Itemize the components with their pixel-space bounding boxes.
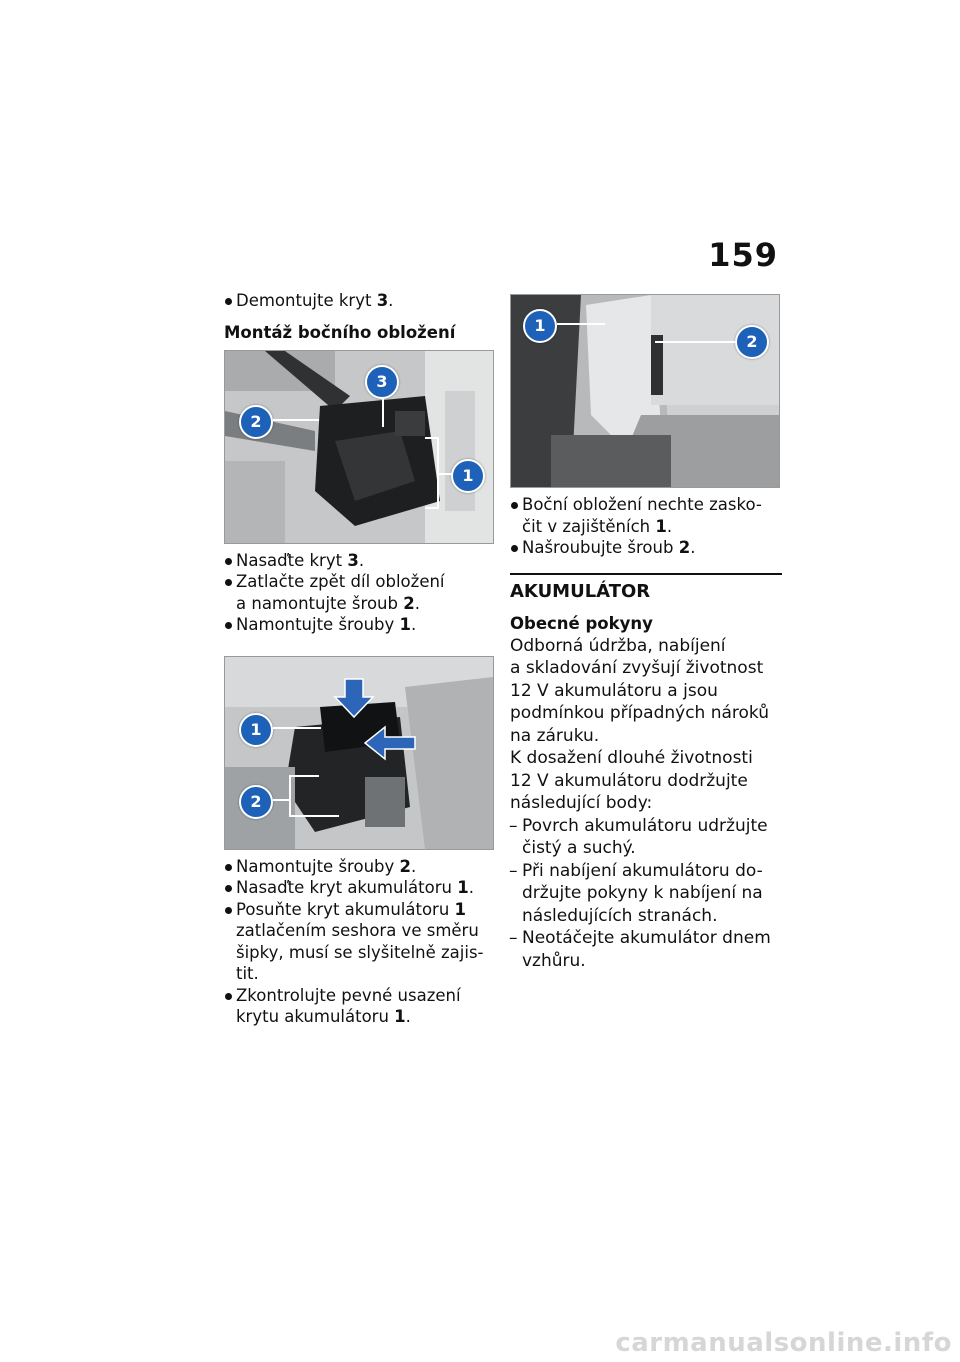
callout-3: 3 <box>365 365 399 399</box>
paragraph-line: následující body: <box>510 793 653 813</box>
step-screw-in: Našroubujte šroub 2. <box>510 537 782 559</box>
step-remove-cover: Demontujte kryt 3. <box>224 290 494 312</box>
paragraph-line: a skladování zvyšují životnost <box>510 658 764 678</box>
step-slide-battery-cover-cont: tit. <box>236 964 259 983</box>
step-check-seating: Zkontrolujte pevné usazení <box>224 985 494 1007</box>
paragraph-line: K dosažení dlouhé životnosti <box>510 748 753 768</box>
section-title-battery: AKUMULÁTOR <box>510 573 782 603</box>
callout-1: 1 <box>239 713 273 747</box>
leader-bracket <box>289 775 291 817</box>
paragraph-line: podmínkou případných nároků <box>510 703 770 723</box>
paragraph-line: Odborná údržba, nabíjení <box>510 635 726 656</box>
step-latch-panel-cont: čit v zajištěních 1. <box>522 516 673 536</box>
leader-line <box>289 815 339 817</box>
paragraph-maintenance <box>510 635 782 748</box>
leader-line <box>382 399 384 427</box>
step-slide-battery-cover: Posuňte kryt akumulátoru 1 <box>224 899 494 921</box>
dash-item-upside-down: – Neotáčejte akumulátor dnem <box>510 927 782 950</box>
leader-line <box>557 323 605 325</box>
step-slide-battery-cover-cont: šipky, musí se slyšitelně zajis- <box>236 942 484 962</box>
step-fit-battery-cover: Nasaďte kryt akumulátoru 1. <box>224 877 494 899</box>
leader-line <box>425 507 439 509</box>
figure-side-panel-latch <box>510 294 780 488</box>
watermark: carmanualsonline.info <box>615 1328 952 1358</box>
figure-cover-mounting-image <box>225 351 493 543</box>
dash-item-upside-down-cont: vzhůru. <box>522 950 586 971</box>
callout-2: 2 <box>239 405 273 439</box>
dash-list <box>510 815 782 973</box>
step-install-screws-2: Namontujte šrouby 2. <box>224 856 494 878</box>
callout-1: 1 <box>451 459 485 493</box>
leader-line <box>437 473 453 475</box>
figure-cover-mounting <box>224 350 494 544</box>
paragraph-lifetime <box>510 747 782 815</box>
step-fit-cover: Nasaďte kryt 3. <box>224 550 494 572</box>
step-latch-panel: Boční obložení nechte zasko- <box>510 494 782 516</box>
callout-2: 2 <box>239 785 273 819</box>
leader-line <box>655 341 735 343</box>
callout-2: 2 <box>735 325 769 359</box>
left-column <box>224 290 494 1028</box>
dash-item-clean: – Povrch akumulátoru udržujte <box>510 815 782 838</box>
step-install-screws: Namontujte šrouby 1. <box>224 614 494 636</box>
dash-item-charging-cont: následujících stranách. <box>522 905 718 926</box>
right-column <box>510 294 782 972</box>
paragraph-line: 12 V akumulátoru dodržujte <box>510 770 748 791</box>
section-heading-side-panel: Montáž bočního obložení <box>224 322 456 342</box>
subheading-general: Obecné pokyny <box>510 613 653 633</box>
steps-list-b <box>224 856 494 1028</box>
leader-line <box>273 419 319 421</box>
step-push-panel-cont: a namontujte šroub 2. <box>236 593 420 613</box>
leader-line <box>425 437 439 439</box>
leader-line <box>289 775 319 777</box>
steps-list-right <box>510 494 782 559</box>
step-push-panel: Zatlačte zpět díl obložení <box>224 571 494 593</box>
dash-item-charging-cont: držujte pokyny k nabíjení na <box>522 883 763 903</box>
leader-line <box>273 727 321 729</box>
figure-battery-cover <box>224 656 494 850</box>
page-number: 159 <box>708 236 778 274</box>
step-check-seating-cont: krytu akumulátoru 1. <box>236 1007 411 1026</box>
steps-list-a <box>224 550 494 636</box>
dash-item-charging: – Při nabíjení akumulátoru do- <box>510 860 782 883</box>
figure-battery-cover-image <box>225 657 493 849</box>
paragraph-line: 12 V akumulátoru a jsou <box>510 680 718 701</box>
step-slide-battery-cover-cont: zatlačením seshora ve směru <box>236 921 479 940</box>
paragraph-line: na záruku. <box>510 725 600 746</box>
leader-line <box>273 799 289 801</box>
callout-1: 1 <box>523 309 557 343</box>
dash-item-clean-cont: čistý a suchý. <box>522 838 636 858</box>
